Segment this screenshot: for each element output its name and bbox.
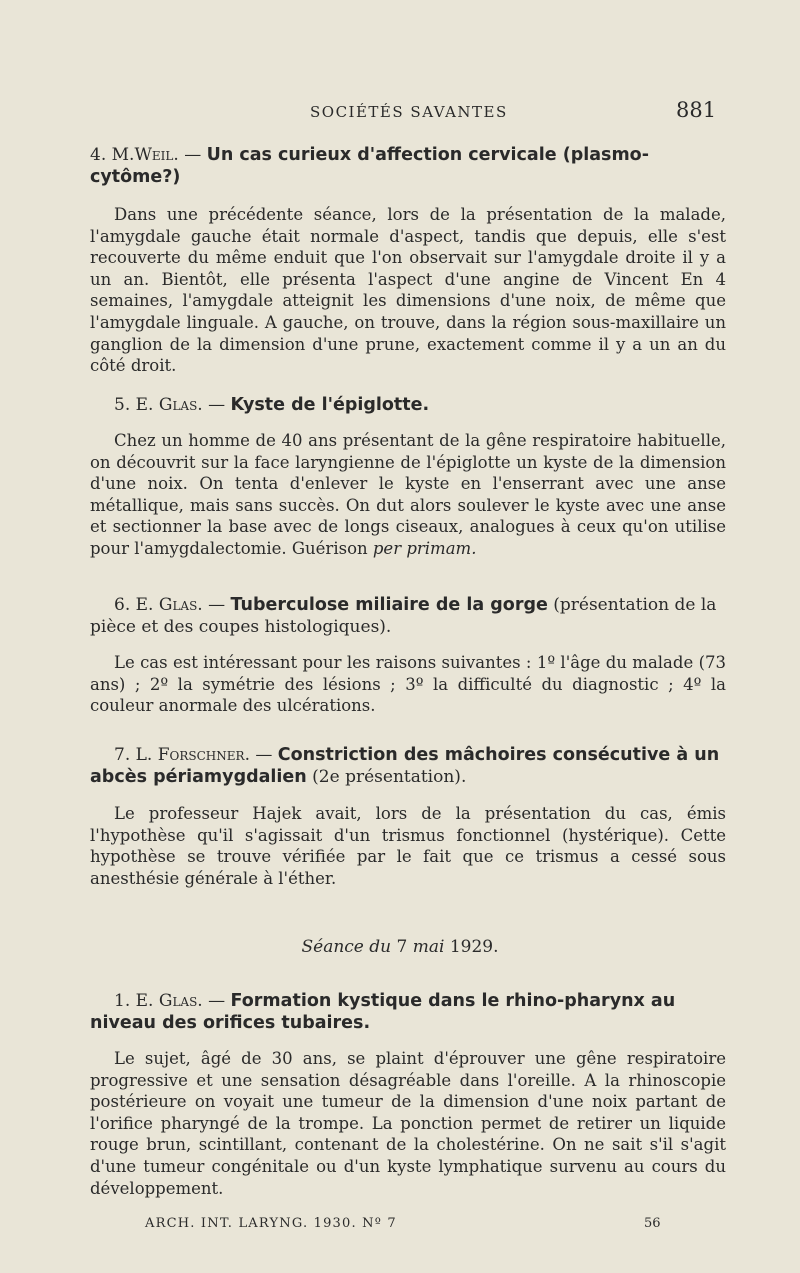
section-7-heading [90,744,726,788]
session-label: Séance du [301,937,392,957]
section-number: 4. [90,145,107,165]
footer-journal: ARCH. INT. LARYNG. 1930. Nº 7 [145,1216,397,1231]
section-author: M.Weil. [111,145,179,165]
section-4-body: Dans une précédente séance, lors de la présentation de la malade, l'amygdale gauche était normale d'aspect, tandis que depuis, elle s'est recouverte du même enduit que l'on observait sur l'amygdale droite il y a un an. Bientôt, elle présenta l'aspect d'une angine de Vincent En 4 semaines, l'amygdale atteignit les dimensions d'une noix, de même que l'amygdale linguale. A gauche, on trouve, dans la région sous-maxillaire un ganglion de la dimension d'une prune, exactement comme il y a un an du côté droit. [90,205,726,376]
section-dash: — [208,595,226,615]
section-author: L. Forschner. [135,745,250,765]
section-dash: — [255,745,273,765]
section-author: E. Glas. [135,595,203,615]
section-5-body-italic: per primam. [372,538,477,558]
section-number: 6. [114,595,131,615]
section-5-body [90,430,726,560]
section-author: E. Glas. [135,395,203,415]
section-5-heading [114,394,714,416]
section-6-body: Le cas est intéressant pour les raisons suivantes : 1º l'âge du malade (73 ans) ; 2º la symétrie des lésions ; 3º la difficulté du diagnostic ; 4º la couleur anormale des ulcérations. [90,653,726,716]
section-title: Un cas curieux d'affection cervicale (plasmo-cytôme?) [90,145,649,187]
section-dash: — [184,145,202,165]
section-title-note: (présentation de la pièce et des coupes histologiques). [90,595,717,637]
footer-signature: 56 [644,1216,661,1231]
section-dash: — [208,395,226,415]
section-title: Constriction des mâchoires consécutive à un abcès périamygdalien [90,745,720,787]
session-month: mai [412,937,445,957]
section-title: Formation kystique dans le rhino-pharynx au niveau des orifices tubaires. [90,991,676,1033]
section-1-body: Le sujet, âgé de 30 ans, se plaint d'éprouver une gêne respiratoire progressive et une sensation désagréable dans l'oreille. A la rhinoscopie postérieure on voyait une tumeur de la dimension d'une noix partant de l'orifice pharyngé de la trompe. La ponction permet de retirer un liquide rouge brun, scintillant, contenant de la cholestérine. On ne sait s'il s'agit d'une tumeur congénitale ou d'un kyste lymphatique survenu au cours du développement. [90,1049,726,1198]
section-1-heading [90,990,726,1034]
session-day: 7 [396,937,408,957]
section-number: 5. [114,395,131,415]
section-4-heading [90,144,726,188]
section-number: 7. [114,745,131,765]
section-title: Tuberculose miliaire de la gorge [230,595,548,615]
section-author: E. Glas. [135,991,203,1011]
section-6-heading [90,594,726,638]
section-title: Kyste de l'épiglotte. [230,395,430,415]
session-year: 1929. [449,937,499,957]
section-7-body: Le professeur Hajek avait, lors de la présentation du cas, émis l'hypothèse qu'il s'agissait d'un trismus fonctionnel (hystérique). Cette hypothèse se trouve vérifiée par le fait que ce trismus a cessé sous anesthésie générale à l'éther. [90,804,726,888]
running-title: SOCIÉTÉS SAVANTES [310,103,508,121]
page-number: 881 [676,98,717,122]
section-title-note: (2e présentation). [312,767,467,787]
section-number: 1. [114,991,131,1011]
section-dash: — [208,991,226,1011]
section-5-body-text: Chez un homme de 40 ans présentant de la gêne respiratoire habituelle, on découvrit sur la face laryngienne de l'épiglotte un kyste de la dimension d'une noix. On tenta d'enlever le kyste en l'enserrant avec une anse métallique, mais sans succès. On dut alors soulever le kyste avec une anse et sectionner la base avec de longs ciseaux, analogues à ceux qu'on utilise pour l'amygdalectomie. Guérison [90,431,726,558]
session-heading [0,937,800,957]
